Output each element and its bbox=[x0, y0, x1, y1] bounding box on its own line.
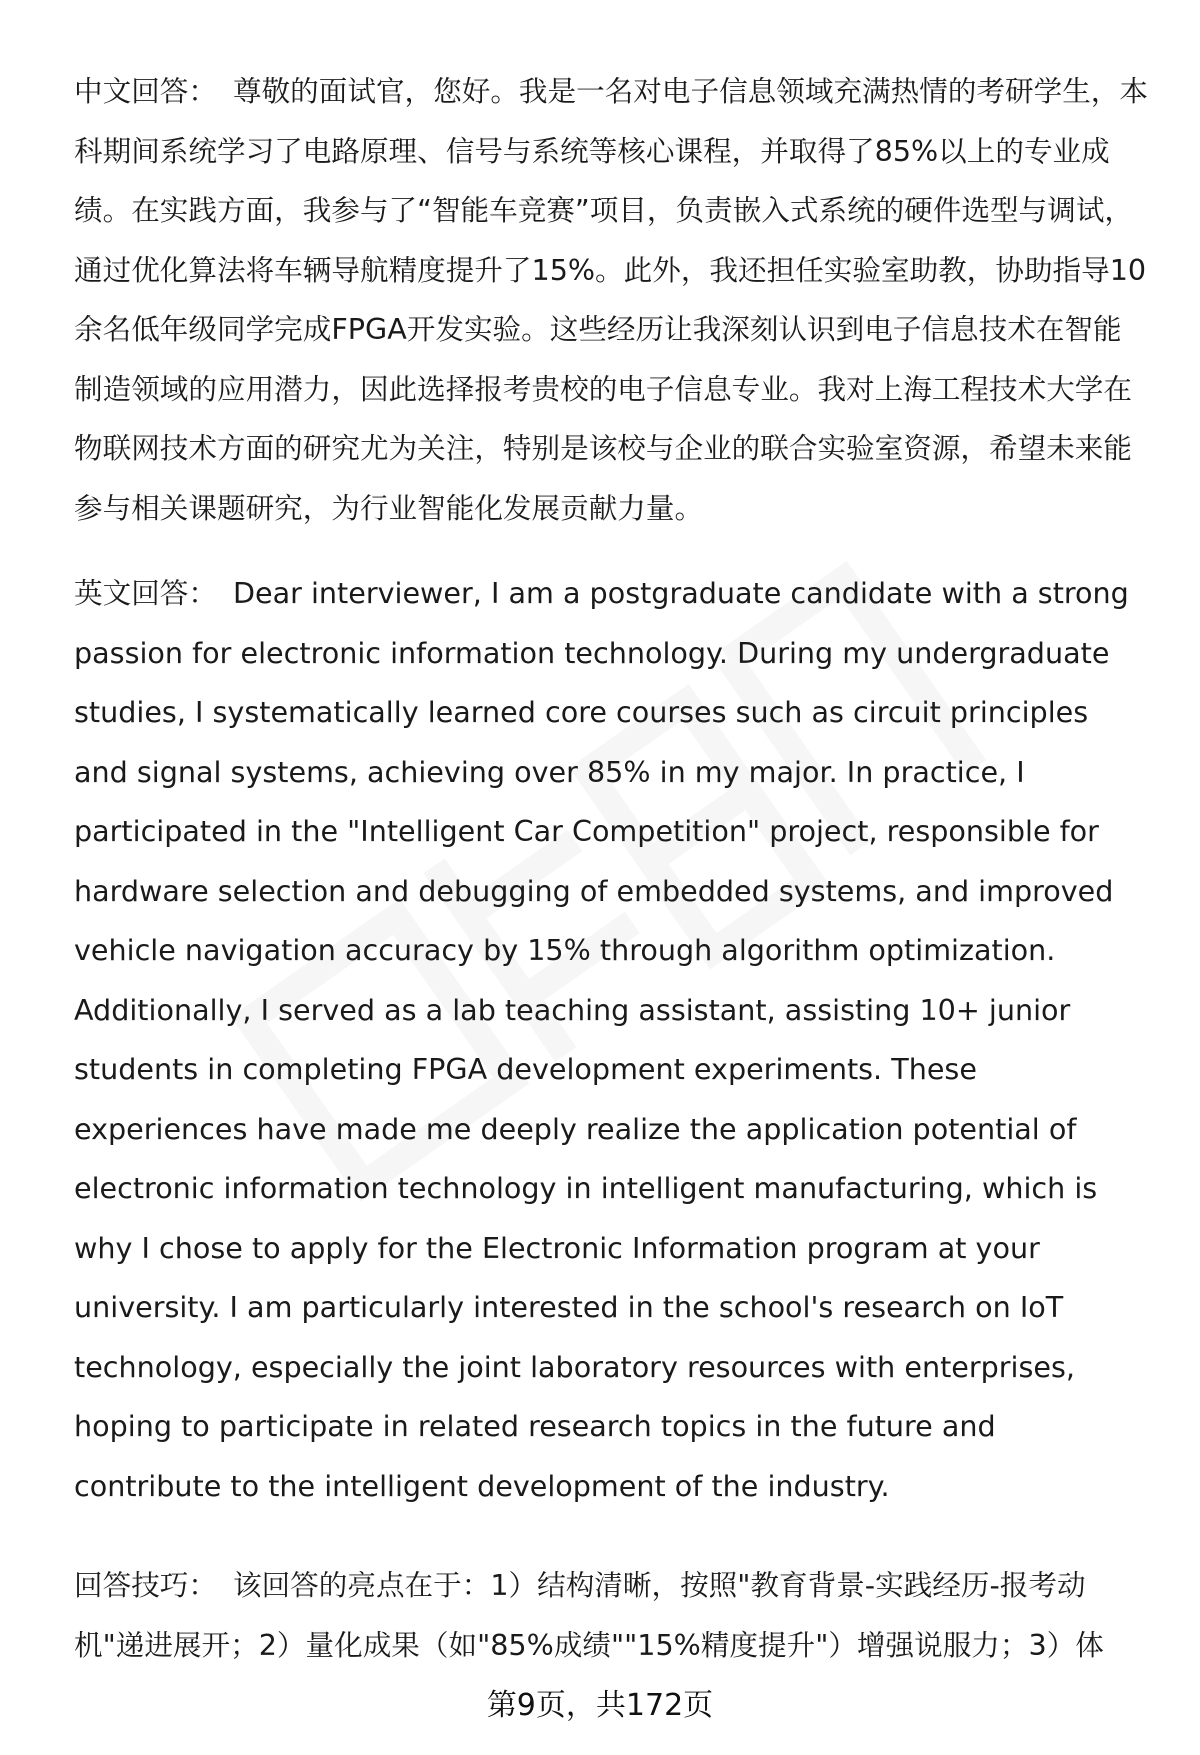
chinese-answer-text: 尊敬的面试官，您好。我是一名对电子信息领域充满热情的考研学生，本科期间系统学习了电路原理、信号与系统等核心课程，并取得了85%以上的专业成绩。在实践方面，我参与了“智能车竞赛”项目，负责嵌入式系统的硬件选型与调试，通过优化算法将车辆导航精度提升了15%。此外，我还担任实验室助教，协助指导10余名低年级同学完成FPGA开发实验。这些经历让我深刻认识到电子信息技术在智能制造领域的应用潜力，因此选择报考贵校的电子信息专业。我对上海工程技术大学在物联网技术方面的研究尤为关注，特别是该校与企业的联合实验室资源，希望未来能参与相关课题研究，为行业智能化发展贡献力量。 bbox=[74, 74, 1148, 525]
answer-tips-label: 回答技巧： bbox=[74, 1568, 217, 1602]
chinese-answer-label: 中文回答： bbox=[74, 74, 217, 108]
page-number: 第9页，共172页 bbox=[486, 1688, 714, 1723]
chinese-answer bbox=[74, 62, 1150, 538]
answer-tips-text: 该回答的亮点在于：1）结构清晰，按照"教育背景-实践经历-报考动机"递进展开；2）量化成果（如"85%成绩""15%精度提升"）增强说服力；3）体 bbox=[74, 1568, 1104, 1662]
english-answer-text: Dear interviewer, I am a postgraduate candidate with a strong passion for electronic information technology. During my undergraduate studies, I systematically learned core courses such as circuit principles and signal systems, achieving over 85% in my major. In practice, I participated in the "Intelligent Car Competition" project, responsible for hardware selection and debugging of embedded systems, and improved vehicle navigation accuracy by 15% through algorithm optimization. Additionally, I served as a lab teaching assistant, assisting 10+ junior students in completing FPGA development experiments. These experiences have made me deeply realize the application potential of electronic information technology in intelligent manufacturing, which is why I chose to apply for the Electronic Information program at your university. I am particularly interested in the school's research on IoT technology, especially the joint laboratory resources with enterprises, hoping to participate in related research topics in the future and contribute to the intelligent development of the industry. bbox=[74, 576, 1129, 1503]
answer-tips bbox=[74, 1556, 1150, 1675]
english-answer-label: 英文回答： bbox=[74, 576, 217, 610]
english-answer bbox=[74, 564, 1150, 1516]
